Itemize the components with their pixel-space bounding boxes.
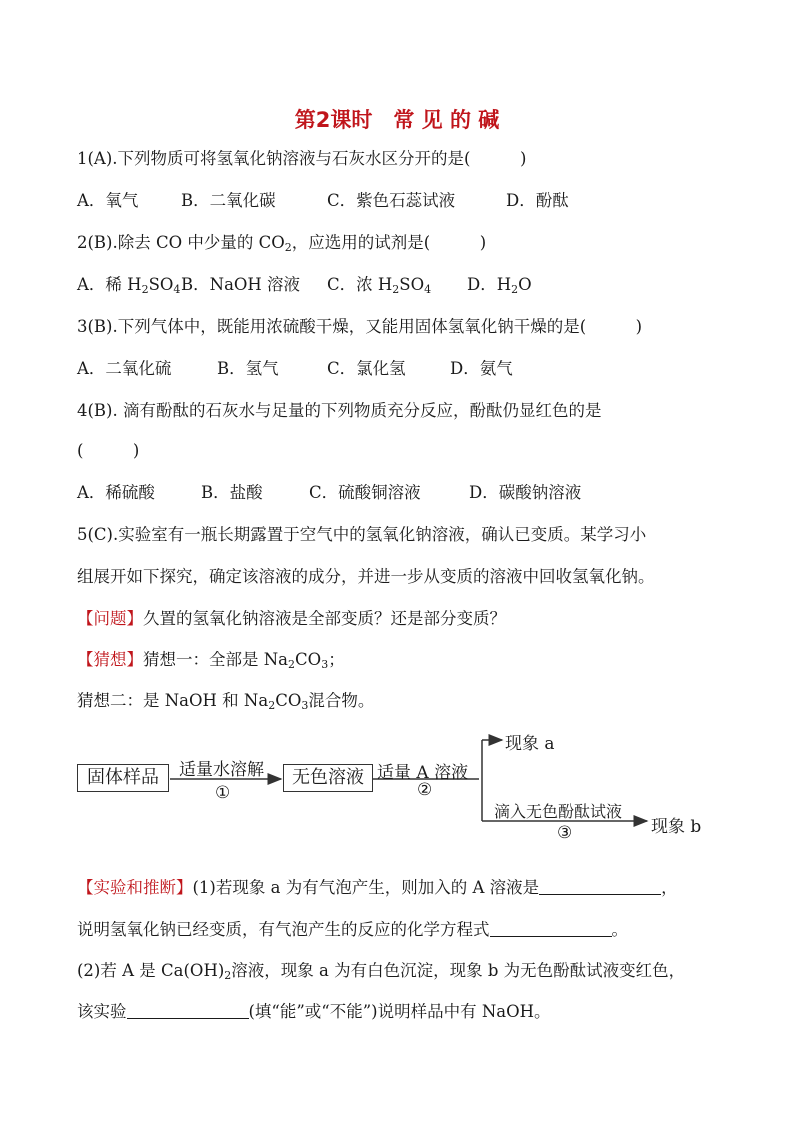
q2-stem — [77, 231, 734, 255]
q2-option-d-text: D．H — [467, 275, 512, 294]
q4-option-c: C．硫酸铜溶液 — [309, 483, 421, 502]
q3-option-d: D．氨气 — [450, 359, 513, 378]
arrow1-step: ① — [215, 783, 231, 803]
q2-option-d-post: O — [518, 275, 532, 294]
answer-blank-3[interactable] — [127, 1000, 249, 1019]
guess2-mid: CO — [275, 691, 302, 710]
experiment-flow-diagram — [77, 725, 737, 850]
exp1-tail: ， — [661, 878, 678, 897]
q2-option-c-mid: SO — [399, 275, 425, 294]
guess2-sub2: 3 — [301, 699, 309, 712]
q1-option-d: D．酚酞 — [506, 191, 569, 210]
guess1-sub1: 2 — [288, 658, 296, 671]
q4-option-b: B．盐酸 — [201, 483, 263, 502]
arrow3-label: 滴入无色酚酞试液 — [494, 802, 623, 821]
guess-tag: 【猜想】 — [77, 650, 143, 669]
experiment-tag: 【实验和推断】 — [77, 878, 193, 897]
q3-options — [77, 357, 734, 381]
q1-stem: 1(A).下列物质可将氢氧化钠溶液与石灰水区分开的是( ) — [77, 149, 527, 168]
answer-blank-1[interactable] — [539, 876, 661, 895]
q2-option-c-text: C．浓 H — [327, 275, 393, 294]
q4-stem-line1: 4(B). 滴有酚酞的石灰水与足量的下列物质充分反应，酚酞仍显红色的是 — [77, 401, 602, 420]
exp1-text: (1)若现象 a 为有气泡产生，则加入的 A 溶液是 — [192, 878, 540, 897]
arrow2-step: ② — [417, 780, 433, 800]
q4-options — [77, 481, 734, 505]
q3-option-a: A．二氧化硫 — [77, 359, 172, 378]
guess1-sub2: 3 — [321, 658, 329, 671]
q1-option-c: C．紫色石蕊试液 — [327, 191, 456, 210]
q2-option-b: B．NaOH 溶液 — [181, 275, 301, 294]
box-solid-sample: 固体样品 — [77, 764, 169, 792]
q3-stem: 3(B).下列气体中，既能用浓硫酸干燥，又能用固体氢氧化钠干燥的是( ) — [77, 317, 643, 336]
guess2-sub1: 2 — [268, 699, 276, 712]
exp1-line1 — [77, 876, 734, 900]
q5-intro-line2: 组展开如下探究，确定该溶液的成分，并进一步从变质的溶液中回收氢氧化钠。 — [77, 567, 655, 586]
q2-option-d — [467, 273, 532, 297]
q2-option-c — [327, 273, 467, 297]
q2-stem-sub: 2 — [284, 241, 292, 254]
q2-option-a-text: A．稀 H — [77, 275, 142, 294]
q3-option-c: C．氯化氢 — [327, 359, 406, 378]
result-a: 现象 a — [505, 734, 555, 754]
answer-blank-2[interactable] — [490, 918, 612, 937]
guess1-text: 猜想一：全部是 Na — [143, 650, 289, 669]
q4-option-d: D．碳酸钠溶液 — [469, 483, 582, 502]
q2-option-c-sub1: 2 — [392, 283, 400, 296]
exp2-sub: 2 — [224, 969, 232, 982]
q4-stem-line2: ( ) — [77, 441, 140, 460]
exp2-line2-text: 该实验 — [77, 1002, 127, 1021]
exp1-line2-tail: 。 — [611, 920, 628, 939]
guess1-post: ； — [328, 650, 345, 669]
q2-option-a-sub1: 2 — [141, 283, 149, 296]
exp2-line2-tail: (填“能”或“不能”)说明样品中有 NaOH。 — [248, 1002, 551, 1021]
q2-option-a — [77, 273, 181, 297]
exp2-text: (2)若 A 是 Ca(OH) — [77, 961, 225, 980]
q2-option-a-mid: SO — [148, 275, 174, 294]
q1-option-b: B．二氧化碳 — [181, 191, 276, 210]
exp2-text-b: 溶液，现象 a 为有白色沉淀，现象 b 为无色酚酞试液变红色， — [231, 961, 686, 980]
q2-stem-b: ，应选用的试剂是( ) — [291, 233, 487, 252]
q5-guess2 — [77, 689, 734, 713]
exp1-line2 — [77, 918, 734, 942]
arrow2-label: 适量 A 溶液 — [377, 763, 469, 783]
result-b: 现象 b — [651, 817, 702, 837]
guess2-text: 猜想二：是 NaOH 和 Na — [77, 691, 269, 710]
exp2-line1 — [77, 959, 734, 983]
q2-option-c-sub2: 4 — [424, 283, 432, 296]
q2-stem-a: 2(B).除去 CO 中少量的 CO — [77, 233, 285, 252]
flow-arrows — [77, 725, 737, 850]
guess1-mid: CO — [295, 650, 322, 669]
q2-options — [77, 273, 734, 297]
guess2-post: 混合物。 — [308, 691, 375, 710]
box-colorless-solution: 无色溶液 — [283, 764, 373, 792]
arrow3-step: ③ — [557, 823, 573, 843]
q1-options — [77, 189, 734, 213]
q2-option-d-sub: 2 — [511, 283, 519, 296]
exp1-line2-text: 说明氢氧化钠已经变质，有气泡产生的反应的化学方程式 — [77, 920, 490, 939]
problem-tag: 【问题】 — [77, 609, 143, 628]
exp2-line2 — [77, 1000, 734, 1024]
q3-option-b: B．氢气 — [217, 359, 279, 378]
q5-intro-line1: 5(C).实验室有一瓶长期露置于空气中的氢氧化钠溶液，确认已变质。某学习小 — [77, 525, 647, 544]
problem-text: 久置的氢氧化钠溶液是全部变质？还是部分变质？ — [143, 609, 506, 628]
q5-problem — [77, 607, 734, 631]
page-title: 第2课时 常 见 的 碱 — [294, 108, 500, 132]
q4-option-a: A．稀硫酸 — [77, 483, 155, 502]
q1-option-a: A．氧气 — [77, 191, 139, 210]
q2-option-a-sub2: 4 — [173, 283, 181, 296]
q5-guess1 — [77, 648, 734, 672]
arrow1-label: 适量水溶解 — [179, 760, 264, 780]
